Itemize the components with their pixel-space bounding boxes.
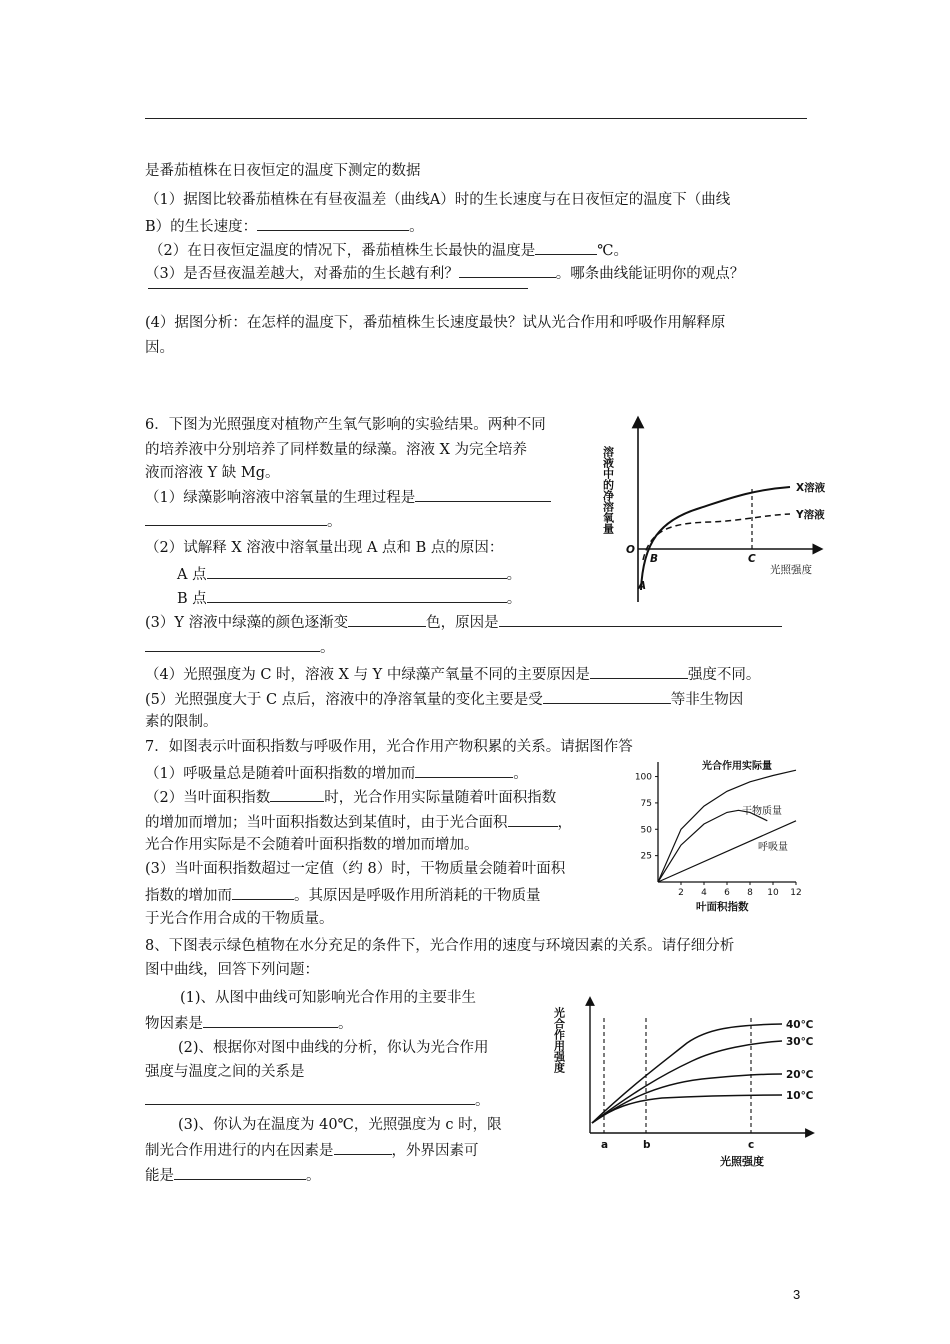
q8-s1-line1: (1)、从图中曲线可知影响光合作用的主要非生 [180,990,477,1006]
answer-blank[interactable] [207,563,507,579]
x-mark-b: b [643,1139,651,1151]
label-40c: 40℃ [786,1019,814,1031]
x-tick-label: 6 [724,888,730,898]
q6-s3: (3）Y 溶液中绿藻的颜色逐渐变 色，原因是 [145,611,782,633]
q7-s2-line1: （2）当叶面积指数 时，光合作用实际量随着叶面积指数 [145,786,556,808]
q6-s4: （4）光照强度为 C 时，溶液 X 与 Y 中绿藻产氧量不同的主要原因是 强度不同。 [145,663,760,685]
x-axis-label: 叶面积指数 [696,901,749,913]
series-label-x: X溶液 [796,482,826,494]
q6-line1: 6．下图为光照强度对植物产生氧气影响的实验结果。两种不同 [145,417,546,433]
x-axis-label: 光照强度 [770,564,812,576]
answer-blank[interactable] [270,786,324,802]
curve-20c [592,1074,782,1123]
y-tick-label: 100 [634,772,652,783]
q8-s1-line2: 物因素是 。 [145,1012,353,1034]
series-label-respiration: 呼吸量 [758,842,788,853]
q7-leaf-area-chart [630,752,810,922]
answer-blank[interactable] [203,1012,338,1028]
x-mark-a: a [601,1139,609,1151]
q6-point-b: B 点 。 [177,587,521,609]
x-tick-label: 12 [790,888,802,898]
answer-blank[interactable] [174,1164,306,1180]
x-mark-c: c [748,1139,755,1151]
q5-s1-line2: B）的生长速度： 。 [145,215,424,237]
q6-s5: (5）光照强度大于 C 点后，溶液中的净溶氧量的变化主要是受 等非生物因 [145,688,743,710]
q5-s3: （3）是否昼夜温差越大，对番茄的生长越有利？ 。哪条曲线能证明你的观点？ [145,262,744,284]
q8-s2-line2: 强度与温度之间的关系是 [145,1064,305,1080]
x-tick-label: 2 [678,888,684,898]
series-label-dry-matter: 干物质量 [742,806,782,817]
q7-s3-line2: 指数的增加而 。其原因是呼吸作用所消耗的干物质量 [145,884,541,906]
y-tick-label: 25 [640,851,652,862]
curve-10c [592,1095,782,1123]
series-label-y: Y溶液 [796,509,825,521]
answer-blank[interactable] [415,486,551,502]
q8-line1: 8、下图表示绿色植物在水分充足的条件下，光合作用的速度与环境因素的关系。请仔细分析 [145,938,735,954]
y-tick-label: 50 [640,825,652,836]
q6-s2: （2）试解释 X 溶液中溶氧量出现 A 点和 B 点的原因： [145,540,504,556]
q5-s4-line1: (4）据图分析：在怎样的温度下，番茄植株生长速度最快？试从光合作用和呼吸作用解释原 [145,315,726,331]
series-line-dry-matter [658,810,767,882]
series-line-photosynthesis [658,770,796,882]
q6-oxygen-chart [600,412,840,607]
q7-s2-line3: 光合作用实际是不会随着叶面积指数的增加而增加。 [145,837,479,853]
answer-blank[interactable] [508,811,558,827]
q8-s2-line3: 。 [145,1089,490,1111]
answer-blank[interactable] [499,611,782,627]
q8-s2-line1: (2)、根据你对图中曲线的分析，你认为光合作用 [178,1040,489,1056]
q5-s4-line2: 因。 [145,340,174,356]
q7-s1: （1）呼吸量总是随着叶面积指数的增加而 。 [145,762,528,784]
answer-blank[interactable] [145,510,327,526]
q8-s3-line3: 能是 。 [145,1164,321,1186]
q8-line2: 图中曲线，回答下列问题： [145,962,319,978]
answer-blank[interactable] [415,762,513,778]
point-c-label: C [748,553,756,565]
x-solution-curve [641,487,790,590]
header-rule [145,118,807,119]
y-axis-label: 光合作用强度 [552,1007,566,1073]
q6-s1: （1）绿藻影响溶液中溶氧量的生理过程是 [145,486,551,508]
answer-blank[interactable] [590,663,688,679]
y-solution-curve [643,514,790,560]
q6-s1-cont: 。 [145,510,342,532]
q7-line1: 7．如图表示叶面积指数与呼吸作用，光合作用产物积累的关系。请据图作答 [145,739,633,755]
q6-line2: 的培养液中分别培养了同样数量的绿藻。溶液 X 为完全培养 [145,442,528,458]
page-number: 3 [793,1287,801,1302]
point-a-label: A [638,580,647,592]
answer-blank[interactable] [334,1139,392,1155]
answer-blank[interactable] [348,611,426,627]
answer-blank[interactable] [145,1089,475,1105]
curve-40c [592,1024,782,1123]
label-10c: 10℃ [786,1090,814,1102]
q7-s2-line2: 的增加而增加；当叶面积指数达到某值时，由于光合面积 ， [145,811,572,833]
q6-line3: 液而溶液 Y 缺 Mg。 [145,465,280,481]
x-tick-label: 8 [747,888,753,898]
point-b-label: B [650,553,659,565]
q6-point-a: A 点 。 [177,563,521,585]
answer-blank[interactable] [145,636,320,652]
origin-label: O [626,544,635,556]
answer-blank[interactable] [207,587,507,603]
q7-s3-line1: (3）当叶面积指数超过一定值（约 8）时，干物质量会随着叶面积 [145,861,566,877]
x-tick-label: 4 [701,888,707,898]
q6-s5-cont: 素的限制。 [145,714,218,730]
answer-blank[interactable] [148,273,528,289]
label-30c: 30℃ [786,1036,814,1048]
q5-intro: 是番茄植株在日夜恒定的温度下测定的数据 [145,163,421,179]
q5-s1-line1: （1）据图比较番茄植株在有昼夜温差（曲线A）时的生长速度与在日夜恒定的温度下（曲线 [145,192,731,208]
x-tick-label: 10 [767,888,779,898]
answer-blank[interactable] [257,215,409,231]
answer-blank[interactable] [232,884,294,900]
q6-s3-cont: 。 [145,636,335,658]
series-label-photosynthesis: 光合作用实际量 [702,761,772,772]
q5-s2: （2）在日夜恒定温度的情况下，番茄植株生长最快的温度是 ℃。 [149,239,628,261]
label-20c: 20℃ [786,1069,814,1081]
x-axis-label: 光照强度 [720,1155,764,1168]
answer-blank[interactable] [535,239,597,255]
y-axis-label: 溶液中的净溶氧量 [601,446,615,534]
q8-s3-line2: 制光合作用进行的内在因素是 ，外界因素可 [145,1139,479,1161]
q8-s3-line1: (3)、你认为在温度为 40℃，光照强度为 c 时，限 [178,1117,502,1133]
q8-light-temperature-chart [552,993,822,1173]
q7-s3-line3: 于光合作用合成的干物质量。 [145,911,334,927]
answer-blank[interactable] [543,688,671,704]
y-tick-label: 75 [640,798,652,809]
